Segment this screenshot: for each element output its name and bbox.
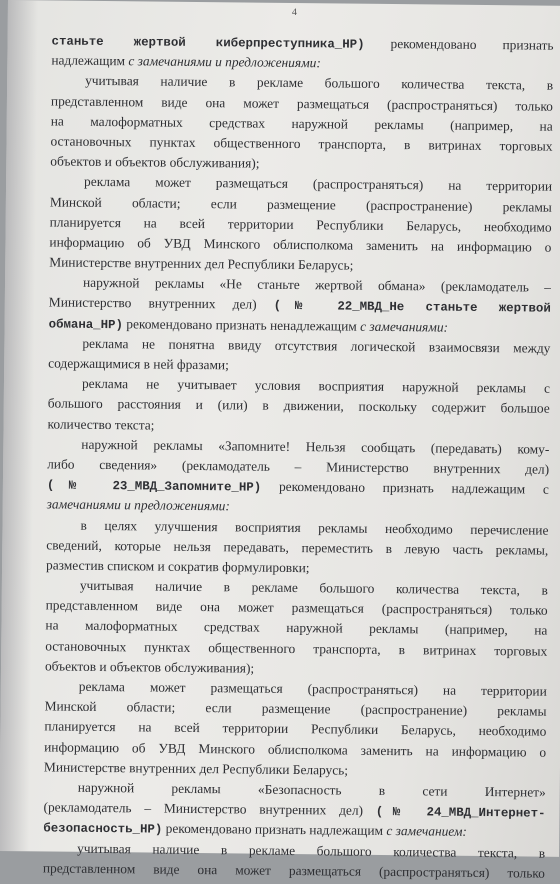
text-run: в целях улучшения восприятия рекламы необходимо перечисление bbox=[80, 517, 549, 538]
bold-reference: безопасность_НР) bbox=[43, 821, 163, 837]
text-run: рекомендовано признать bbox=[364, 35, 554, 53]
text-run: на малоформатных средствах наружной рекламы (например, на bbox=[45, 617, 548, 639]
text-run: представленном виде она может размещаться (распространяться) только bbox=[45, 597, 548, 618]
text-run: либо сведения» (рекламодатель – Министерство внутренних дел) bbox=[47, 456, 550, 477]
bold-reference: (№ 23_МВД_Запомните_НР) bbox=[46, 478, 262, 495]
text-run: учитывая наличие в рекламе большого количества текста, в bbox=[85, 73, 554, 94]
italic-phrase: с замечаниями и предложениями: bbox=[128, 53, 321, 71]
italic-phrase: с замечаниями: bbox=[360, 318, 449, 335]
bold-reference: станьте жертвой киберпреступника_НР) bbox=[51, 34, 365, 52]
text-run: реклама не учитывает условия восприятия наружной рекламы с bbox=[81, 375, 551, 396]
text-run: реклама может размещаться (распространяться) на территории bbox=[78, 678, 547, 699]
text-line bbox=[43, 858, 545, 883]
text-run: количество текста; bbox=[47, 416, 155, 433]
text-run: Министерстве внутренних дел Республики Беларусь; bbox=[43, 759, 349, 778]
text-run: объектов и объектов обслуживания); bbox=[44, 658, 255, 676]
italic-phrase: с замечанием: bbox=[386, 823, 468, 840]
text-run: представленном виде она может размещаться (распространяться) только bbox=[50, 93, 554, 114]
bold-reference: (№ 22_МВД_Не станьте жертвой bbox=[273, 299, 551, 317]
text-run: Министерство внутренних дел) bbox=[48, 294, 274, 313]
text-run: информацию об УВД Минского облисполкома заменить на информацию о bbox=[49, 234, 552, 255]
text-run: рекомендовано признать ненадлежащим bbox=[122, 315, 361, 334]
text-run: наружной рекламы «Не станьте жертвой обмана» (рекламодатель – bbox=[82, 275, 552, 295]
page-shadow bbox=[0, 0, 38, 851]
page-number: 4 bbox=[291, 6, 297, 19]
text-run: сведений, которые нельзя передавать, переместить в левую часть рекламы, bbox=[46, 537, 549, 558]
text-run: на малоформатных средствах наружной рекламы (например, на bbox=[50, 113, 553, 134]
text-run: учитывая наличие в рекламе большого количества текста, в bbox=[77, 840, 546, 861]
text-run: реклама не понятна ввиду отсутствия логической взаимосвязи между bbox=[82, 335, 551, 356]
text-run: (рекламодатель – Министерство внутренних дел) bbox=[43, 799, 376, 819]
text-run: объектов и объектов обслуживания); bbox=[50, 153, 260, 171]
document-body bbox=[43, 30, 554, 883]
text-run: надлежащим bbox=[51, 52, 129, 69]
bold-reference: обмана_НР) bbox=[48, 317, 124, 332]
text-run: реклама может размещаться (распространяться) на территории bbox=[84, 174, 553, 195]
text-run: Минской области; если размещение (распространение) рекламы bbox=[49, 193, 552, 215]
text-run: информацию об УВД Минского облисполкома заменить на информацию о bbox=[44, 738, 547, 760]
text-run: Минской области; если размещение (распространение) рекламы bbox=[44, 698, 547, 719]
text-run: рекомендовано признать надлежащим с bbox=[261, 478, 549, 497]
text-run: наружной рекламы «Запомните! Нельзя сообщать (передавать) кому- bbox=[81, 436, 550, 457]
text-run: Министерстве внутренних дел Республики Беларусь; bbox=[49, 254, 354, 273]
text-run: рекомендовано признать надлежащим bbox=[162, 820, 387, 839]
text-run: содержащимися в ней фразами; bbox=[48, 355, 229, 373]
text-run: большого расстояния и (или) в движении, поскольку содержит большое bbox=[47, 395, 550, 417]
text-run: планируется на всей территории Республики Беларусь, необходимо bbox=[49, 214, 552, 235]
text-run: остановочных пунктах общественного транспорта, в витринах торговых bbox=[45, 638, 548, 659]
text-run: планируется на всей территории Республики Беларусь, необходимо bbox=[44, 718, 547, 740]
text-run: представленном виде она может размещаться (распространяться) только bbox=[42, 860, 545, 881]
text-run: разместив списком и сократив формулировки; bbox=[46, 557, 310, 576]
italic-phrase: замечаниями и предложениями: bbox=[46, 496, 230, 514]
text-run: наружной рекламы «Безопасность в сети Интернет» bbox=[77, 779, 546, 800]
bold-reference: (№ 24_МВД_Интернет- bbox=[375, 805, 546, 821]
text-run: остановочных пунктах общественного транспорта, в витринах торговых bbox=[50, 133, 553, 154]
text-run: учитывая наличие в рекламе большого количества текста, в bbox=[79, 577, 548, 598]
